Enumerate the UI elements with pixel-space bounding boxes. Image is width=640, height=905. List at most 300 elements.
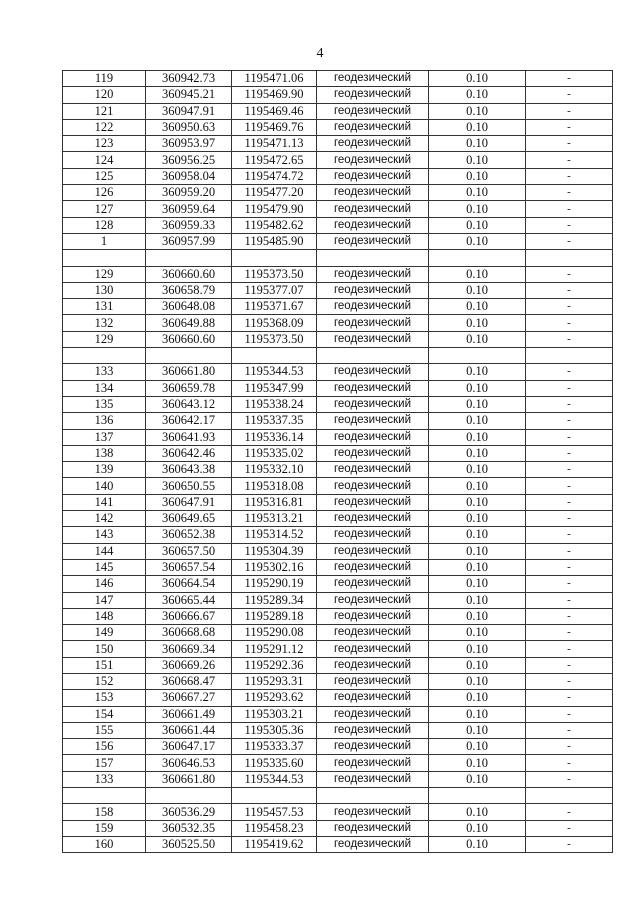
method-cell: геодезический bbox=[317, 152, 429, 168]
table-row bbox=[63, 152, 613, 168]
y-coordinate-cell: 1195303.21 bbox=[232, 706, 317, 722]
table-row bbox=[63, 315, 613, 331]
y-coordinate-cell: 1195344.53 bbox=[232, 364, 317, 380]
method-cell: геодезический bbox=[317, 282, 429, 298]
table-row bbox=[63, 771, 613, 787]
description-cell: - bbox=[526, 331, 613, 347]
point-number-cell: 137 bbox=[63, 429, 146, 445]
description-cell: - bbox=[526, 673, 613, 689]
description-cell: - bbox=[526, 511, 613, 527]
description-cell bbox=[526, 788, 613, 804]
table-row bbox=[63, 201, 613, 217]
point-number-cell: 158 bbox=[63, 804, 146, 820]
x-coordinate-cell: 360661.80 bbox=[146, 364, 232, 380]
point-number-cell: 129 bbox=[63, 266, 146, 282]
x-coordinate-cell: 360661.49 bbox=[146, 706, 232, 722]
point-number-cell: 121 bbox=[63, 103, 146, 119]
x-coordinate-cell: 360647.17 bbox=[146, 739, 232, 755]
table-row bbox=[63, 559, 613, 575]
accuracy-cell: 0.10 bbox=[429, 722, 526, 738]
method-cell: геодезический bbox=[317, 739, 429, 755]
x-coordinate-cell bbox=[146, 348, 232, 364]
table-row bbox=[63, 429, 613, 445]
description-cell: - bbox=[526, 217, 613, 233]
table-row bbox=[63, 543, 613, 559]
y-coordinate-cell: 1195314.52 bbox=[232, 527, 317, 543]
accuracy-cell: 0.10 bbox=[429, 266, 526, 282]
x-coordinate-cell: 360959.64 bbox=[146, 201, 232, 217]
x-coordinate-cell: 360532.35 bbox=[146, 820, 232, 836]
point-number-cell: 150 bbox=[63, 641, 146, 657]
table-row bbox=[63, 87, 613, 103]
accuracy-cell: 0.10 bbox=[429, 331, 526, 347]
description-cell: - bbox=[526, 282, 613, 298]
x-coordinate-cell: 360953.97 bbox=[146, 136, 232, 152]
table-row bbox=[63, 185, 613, 201]
point-number-cell: 136 bbox=[63, 413, 146, 429]
accuracy-cell bbox=[429, 250, 526, 266]
method-cell: геодезический bbox=[317, 429, 429, 445]
table-row bbox=[63, 673, 613, 689]
x-coordinate-cell: 360642.46 bbox=[146, 445, 232, 461]
table-row bbox=[63, 233, 613, 249]
x-coordinate-cell: 360657.54 bbox=[146, 559, 232, 575]
y-coordinate-cell: 1195335.60 bbox=[232, 755, 317, 771]
y-coordinate-cell: 1195304.39 bbox=[232, 543, 317, 559]
x-coordinate-cell: 360957.99 bbox=[146, 233, 232, 249]
x-coordinate-cell: 360659.78 bbox=[146, 380, 232, 396]
description-cell: - bbox=[526, 445, 613, 461]
point-number-cell: 1 bbox=[63, 233, 146, 249]
method-cell: геодезический bbox=[317, 185, 429, 201]
point-number-cell: 131 bbox=[63, 299, 146, 315]
description-cell: - bbox=[526, 592, 613, 608]
table-row bbox=[63, 250, 613, 266]
y-coordinate-cell: 1195293.31 bbox=[232, 673, 317, 689]
accuracy-cell: 0.10 bbox=[429, 185, 526, 201]
table-row bbox=[63, 331, 613, 347]
x-coordinate-cell: 360642.17 bbox=[146, 413, 232, 429]
table-row bbox=[63, 722, 613, 738]
y-coordinate-cell: 1195471.06 bbox=[232, 71, 317, 87]
y-coordinate-cell: 1195377.07 bbox=[232, 282, 317, 298]
method-cell: геодезический bbox=[317, 396, 429, 412]
table-row bbox=[63, 788, 613, 804]
method-cell: геодезический bbox=[317, 641, 429, 657]
accuracy-cell: 0.10 bbox=[429, 559, 526, 575]
method-cell: геодезический bbox=[317, 576, 429, 592]
accuracy-cell: 0.10 bbox=[429, 282, 526, 298]
table-row bbox=[63, 396, 613, 412]
table-row bbox=[63, 136, 613, 152]
accuracy-cell: 0.10 bbox=[429, 511, 526, 527]
x-coordinate-cell: 360950.63 bbox=[146, 119, 232, 135]
y-coordinate-cell: 1195472.65 bbox=[232, 152, 317, 168]
y-coordinate-cell: 1195469.90 bbox=[232, 87, 317, 103]
table-row bbox=[63, 380, 613, 396]
description-cell: - bbox=[526, 494, 613, 510]
description-cell: - bbox=[526, 413, 613, 429]
y-coordinate-cell: 1195419.62 bbox=[232, 836, 317, 852]
table-row bbox=[63, 511, 613, 527]
x-coordinate-cell: 360661.44 bbox=[146, 722, 232, 738]
accuracy-cell: 0.10 bbox=[429, 820, 526, 836]
description-cell: - bbox=[526, 119, 613, 135]
point-number-cell: 134 bbox=[63, 380, 146, 396]
y-coordinate-cell: 1195332.10 bbox=[232, 462, 317, 478]
table-row bbox=[63, 478, 613, 494]
table-row bbox=[63, 103, 613, 119]
y-coordinate-cell: 1195292.36 bbox=[232, 657, 317, 673]
x-coordinate-cell: 360661.80 bbox=[146, 771, 232, 787]
x-coordinate-cell bbox=[146, 250, 232, 266]
point-number-cell: 132 bbox=[63, 315, 146, 331]
x-coordinate-cell: 360666.67 bbox=[146, 608, 232, 624]
description-cell: - bbox=[526, 771, 613, 787]
description-cell: - bbox=[526, 396, 613, 412]
accuracy-cell: 0.10 bbox=[429, 119, 526, 135]
point-number-cell: 141 bbox=[63, 494, 146, 510]
method-cell: геодезический bbox=[317, 771, 429, 787]
point-number-cell: 139 bbox=[63, 462, 146, 478]
x-coordinate-cell: 360643.12 bbox=[146, 396, 232, 412]
method-cell: геодезический bbox=[317, 462, 429, 478]
method-cell: геодезический bbox=[317, 527, 429, 543]
accuracy-cell: 0.10 bbox=[429, 103, 526, 119]
accuracy-cell: 0.10 bbox=[429, 201, 526, 217]
accuracy-cell bbox=[429, 348, 526, 364]
point-number-cell: 126 bbox=[63, 185, 146, 201]
x-coordinate-cell: 360658.79 bbox=[146, 282, 232, 298]
accuracy-cell: 0.10 bbox=[429, 641, 526, 657]
point-number-cell: 120 bbox=[63, 87, 146, 103]
point-number-cell: 119 bbox=[63, 71, 146, 87]
method-cell: геодезический bbox=[317, 755, 429, 771]
accuracy-cell: 0.10 bbox=[429, 168, 526, 184]
x-coordinate-cell: 360649.65 bbox=[146, 511, 232, 527]
table-row bbox=[63, 608, 613, 624]
point-number-cell: 153 bbox=[63, 690, 146, 706]
x-coordinate-cell: 360660.60 bbox=[146, 266, 232, 282]
accuracy-cell: 0.10 bbox=[429, 445, 526, 461]
y-coordinate-cell: 1195337.35 bbox=[232, 413, 317, 429]
x-coordinate-cell: 360667.27 bbox=[146, 690, 232, 706]
method-cell: геодезический bbox=[317, 233, 429, 249]
description-cell: - bbox=[526, 641, 613, 657]
description-cell: - bbox=[526, 706, 613, 722]
description-cell: - bbox=[526, 462, 613, 478]
method-cell: геодезический bbox=[317, 592, 429, 608]
point-number-cell: 157 bbox=[63, 755, 146, 771]
y-coordinate-cell: 1195291.12 bbox=[232, 641, 317, 657]
point-number-cell: 133 bbox=[63, 364, 146, 380]
y-coordinate-cell: 1195485.90 bbox=[232, 233, 317, 249]
x-coordinate-cell: 360648.08 bbox=[146, 299, 232, 315]
point-number-cell: 155 bbox=[63, 722, 146, 738]
accuracy-cell: 0.10 bbox=[429, 625, 526, 641]
description-cell: - bbox=[526, 527, 613, 543]
accuracy-cell: 0.10 bbox=[429, 494, 526, 510]
accuracy-cell: 0.10 bbox=[429, 690, 526, 706]
coordinates-table bbox=[62, 70, 613, 853]
y-coordinate-cell bbox=[232, 348, 317, 364]
method-cell: геодезический bbox=[317, 608, 429, 624]
x-coordinate-cell: 360649.88 bbox=[146, 315, 232, 331]
table-row bbox=[63, 168, 613, 184]
table-row bbox=[63, 625, 613, 641]
point-number-cell: 128 bbox=[63, 217, 146, 233]
description-cell: - bbox=[526, 608, 613, 624]
point-number-cell: 127 bbox=[63, 201, 146, 217]
x-coordinate-cell: 360525.50 bbox=[146, 836, 232, 852]
table-row bbox=[63, 755, 613, 771]
method-cell: геодезический bbox=[317, 625, 429, 641]
point-number-cell: 143 bbox=[63, 527, 146, 543]
y-coordinate-cell: 1195290.08 bbox=[232, 625, 317, 641]
description-cell: - bbox=[526, 543, 613, 559]
y-coordinate-cell: 1195474.72 bbox=[232, 168, 317, 184]
method-cell: геодезический bbox=[317, 331, 429, 347]
accuracy-cell: 0.10 bbox=[429, 576, 526, 592]
method-cell bbox=[317, 788, 429, 804]
table-row bbox=[63, 836, 613, 852]
page-number: 4 bbox=[316, 46, 324, 61]
accuracy-cell: 0.10 bbox=[429, 771, 526, 787]
x-coordinate-cell: 360947.91 bbox=[146, 103, 232, 119]
method-cell: геодезический bbox=[317, 168, 429, 184]
table-row bbox=[63, 820, 613, 836]
description-cell: - bbox=[526, 152, 613, 168]
point-number-cell bbox=[63, 348, 146, 364]
table-row bbox=[63, 592, 613, 608]
description-cell: - bbox=[526, 820, 613, 836]
y-coordinate-cell: 1195290.19 bbox=[232, 576, 317, 592]
method-cell: геодезический bbox=[317, 478, 429, 494]
y-coordinate-cell: 1195368.09 bbox=[232, 315, 317, 331]
table-row bbox=[63, 462, 613, 478]
point-number-cell: 140 bbox=[63, 478, 146, 494]
x-coordinate-cell: 360643.38 bbox=[146, 462, 232, 478]
description-cell bbox=[526, 348, 613, 364]
method-cell: геодезический bbox=[317, 71, 429, 87]
method-cell: геодезический bbox=[317, 103, 429, 119]
x-coordinate-cell: 360669.34 bbox=[146, 641, 232, 657]
x-coordinate-cell bbox=[146, 788, 232, 804]
accuracy-cell: 0.10 bbox=[429, 315, 526, 331]
x-coordinate-cell: 360652.38 bbox=[146, 527, 232, 543]
table-row bbox=[63, 690, 613, 706]
description-cell bbox=[526, 250, 613, 266]
accuracy-cell: 0.10 bbox=[429, 592, 526, 608]
x-coordinate-cell: 360668.47 bbox=[146, 673, 232, 689]
y-coordinate-cell bbox=[232, 788, 317, 804]
y-coordinate-cell: 1195313.21 bbox=[232, 511, 317, 527]
accuracy-cell: 0.10 bbox=[429, 673, 526, 689]
point-number-cell: 122 bbox=[63, 119, 146, 135]
accuracy-cell: 0.10 bbox=[429, 429, 526, 445]
y-coordinate-cell: 1195479.90 bbox=[232, 201, 317, 217]
y-coordinate-cell: 1195289.34 bbox=[232, 592, 317, 608]
description-cell: - bbox=[526, 185, 613, 201]
table-row bbox=[63, 739, 613, 755]
description-cell: - bbox=[526, 690, 613, 706]
y-coordinate-cell: 1195471.13 bbox=[232, 136, 317, 152]
accuracy-cell: 0.10 bbox=[429, 608, 526, 624]
x-coordinate-cell: 360956.25 bbox=[146, 152, 232, 168]
accuracy-cell: 0.10 bbox=[429, 364, 526, 380]
method-cell: геодезический bbox=[317, 315, 429, 331]
y-coordinate-cell: 1195305.36 bbox=[232, 722, 317, 738]
description-cell: - bbox=[526, 380, 613, 396]
x-coordinate-cell: 360959.20 bbox=[146, 185, 232, 201]
method-cell: геодезический bbox=[317, 820, 429, 836]
description-cell: - bbox=[526, 836, 613, 852]
table-row bbox=[63, 527, 613, 543]
y-coordinate-cell: 1195338.24 bbox=[232, 396, 317, 412]
point-number-cell: 138 bbox=[63, 445, 146, 461]
accuracy-cell: 0.10 bbox=[429, 804, 526, 820]
method-cell: геодезический bbox=[317, 722, 429, 738]
description-cell: - bbox=[526, 201, 613, 217]
y-coordinate-cell: 1195289.18 bbox=[232, 608, 317, 624]
description-cell: - bbox=[526, 429, 613, 445]
table-row bbox=[63, 266, 613, 282]
accuracy-cell: 0.10 bbox=[429, 396, 526, 412]
point-number-cell: 159 bbox=[63, 820, 146, 836]
point-number-cell: 130 bbox=[63, 282, 146, 298]
description-cell: - bbox=[526, 87, 613, 103]
x-coordinate-cell: 360669.26 bbox=[146, 657, 232, 673]
method-cell: геодезический bbox=[317, 380, 429, 396]
accuracy-cell bbox=[429, 788, 526, 804]
y-coordinate-cell: 1195336.14 bbox=[232, 429, 317, 445]
method-cell bbox=[317, 250, 429, 266]
accuracy-cell: 0.10 bbox=[429, 233, 526, 249]
method-cell: геодезический bbox=[317, 136, 429, 152]
accuracy-cell: 0.10 bbox=[429, 527, 526, 543]
y-coordinate-cell: 1195316.81 bbox=[232, 494, 317, 510]
method-cell: геодезический bbox=[317, 201, 429, 217]
point-number-cell: 156 bbox=[63, 739, 146, 755]
x-coordinate-cell: 360646.53 bbox=[146, 755, 232, 771]
x-coordinate-cell: 360959.33 bbox=[146, 217, 232, 233]
description-cell: - bbox=[526, 722, 613, 738]
x-coordinate-cell: 360647.91 bbox=[146, 494, 232, 510]
description-cell: - bbox=[526, 804, 613, 820]
description-cell: - bbox=[526, 315, 613, 331]
method-cell: геодезический bbox=[317, 119, 429, 135]
method-cell: геодезический bbox=[317, 559, 429, 575]
method-cell: геодезический bbox=[317, 494, 429, 510]
table-row bbox=[63, 657, 613, 673]
description-cell: - bbox=[526, 625, 613, 641]
point-number-cell: 125 bbox=[63, 168, 146, 184]
method-cell: геодезический bbox=[317, 511, 429, 527]
description-cell: - bbox=[526, 364, 613, 380]
point-number-cell bbox=[63, 250, 146, 266]
point-number-cell: 151 bbox=[63, 657, 146, 673]
point-number-cell: 152 bbox=[63, 673, 146, 689]
point-number-cell: 144 bbox=[63, 543, 146, 559]
y-coordinate-cell: 1195371.67 bbox=[232, 299, 317, 315]
x-coordinate-cell: 360958.04 bbox=[146, 168, 232, 184]
accuracy-cell: 0.10 bbox=[429, 71, 526, 87]
point-number-cell: 124 bbox=[63, 152, 146, 168]
y-coordinate-cell: 1195333.37 bbox=[232, 739, 317, 755]
description-cell: - bbox=[526, 103, 613, 119]
table-row bbox=[63, 348, 613, 364]
accuracy-cell: 0.10 bbox=[429, 478, 526, 494]
description-cell: - bbox=[526, 299, 613, 315]
y-coordinate-cell: 1195344.53 bbox=[232, 771, 317, 787]
description-cell: - bbox=[526, 739, 613, 755]
point-number-cell: 160 bbox=[63, 836, 146, 852]
description-cell: - bbox=[526, 266, 613, 282]
point-number-cell bbox=[63, 788, 146, 804]
method-cell: геодезический bbox=[317, 543, 429, 559]
y-coordinate-cell: 1195458.23 bbox=[232, 820, 317, 836]
table-row bbox=[63, 413, 613, 429]
y-coordinate-cell: 1195373.50 bbox=[232, 331, 317, 347]
accuracy-cell: 0.10 bbox=[429, 706, 526, 722]
x-coordinate-cell: 360641.93 bbox=[146, 429, 232, 445]
table-row bbox=[63, 119, 613, 135]
table-row bbox=[63, 299, 613, 315]
accuracy-cell: 0.10 bbox=[429, 136, 526, 152]
method-cell: геодезический bbox=[317, 266, 429, 282]
y-coordinate-cell: 1195373.50 bbox=[232, 266, 317, 282]
method-cell bbox=[317, 348, 429, 364]
description-cell: - bbox=[526, 478, 613, 494]
description-cell: - bbox=[526, 657, 613, 673]
y-coordinate-cell: 1195469.76 bbox=[232, 119, 317, 135]
table-row bbox=[63, 282, 613, 298]
accuracy-cell: 0.10 bbox=[429, 657, 526, 673]
method-cell: геодезический bbox=[317, 299, 429, 315]
point-number-cell: 154 bbox=[63, 706, 146, 722]
point-number-cell: 149 bbox=[63, 625, 146, 641]
y-coordinate-cell: 1195293.62 bbox=[232, 690, 317, 706]
x-coordinate-cell: 360668.68 bbox=[146, 625, 232, 641]
point-number-cell: 145 bbox=[63, 559, 146, 575]
table-row bbox=[63, 804, 613, 820]
method-cell: геодезический bbox=[317, 217, 429, 233]
point-number-cell: 146 bbox=[63, 576, 146, 592]
point-number-cell: 148 bbox=[63, 608, 146, 624]
description-cell: - bbox=[526, 168, 613, 184]
table-row bbox=[63, 364, 613, 380]
method-cell: геодезический bbox=[317, 836, 429, 852]
accuracy-cell: 0.10 bbox=[429, 87, 526, 103]
description-cell: - bbox=[526, 71, 613, 87]
point-number-cell: 135 bbox=[63, 396, 146, 412]
y-coordinate-cell: 1195482.62 bbox=[232, 217, 317, 233]
table-row bbox=[63, 71, 613, 87]
accuracy-cell: 0.10 bbox=[429, 755, 526, 771]
accuracy-cell: 0.10 bbox=[429, 462, 526, 478]
x-coordinate-cell: 360650.55 bbox=[146, 478, 232, 494]
x-coordinate-cell: 360660.60 bbox=[146, 331, 232, 347]
point-number-cell: 133 bbox=[63, 771, 146, 787]
x-coordinate-cell: 360945.21 bbox=[146, 87, 232, 103]
point-number-cell: 142 bbox=[63, 511, 146, 527]
table-row bbox=[63, 494, 613, 510]
accuracy-cell: 0.10 bbox=[429, 413, 526, 429]
y-coordinate-cell bbox=[232, 250, 317, 266]
accuracy-cell: 0.10 bbox=[429, 217, 526, 233]
table-row bbox=[63, 576, 613, 592]
y-coordinate-cell: 1195302.16 bbox=[232, 559, 317, 575]
